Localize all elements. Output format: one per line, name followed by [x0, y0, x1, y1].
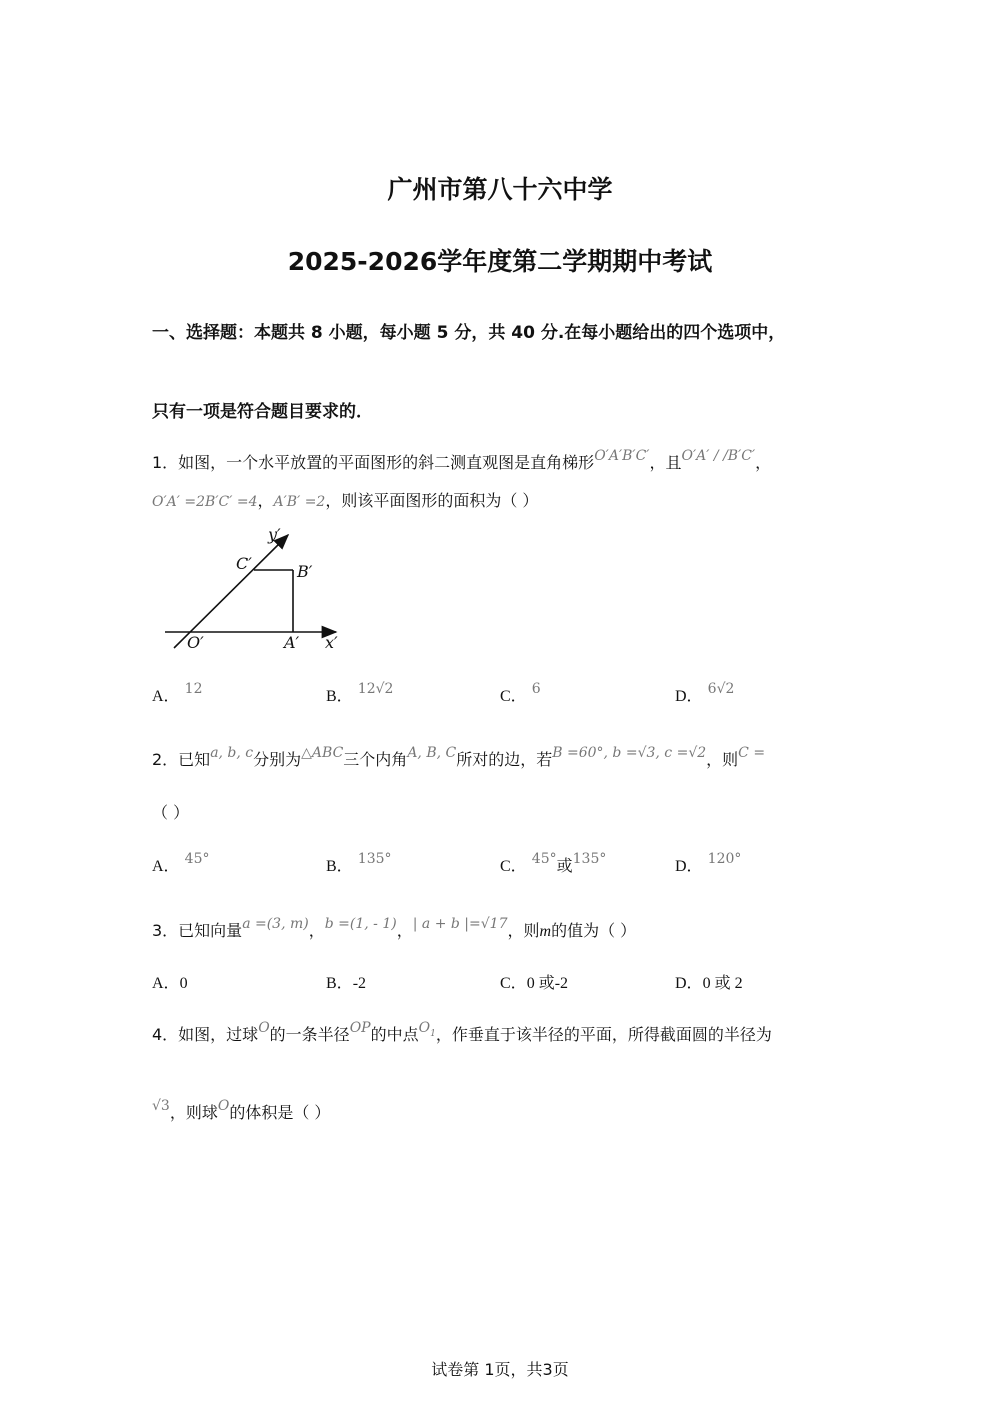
trapezoid-figure	[160, 520, 350, 655]
math-o-ball: O	[217, 1098, 230, 1114]
question-4-line1: 4．如图，过球O的一条半径OP的中点$O_1$，作垂直于该半径的平面，所得截面圆的半径为	[152, 1020, 772, 1044]
label-y-axis: y′	[268, 525, 281, 544]
question-1-line1: 1．如图，一个水平放置的平面图形的斜二测直观图是直角梯形O′A′B′C′，且O′A′ / /B′C′，	[152, 448, 772, 472]
math-sides: a, b, c	[210, 745, 254, 761]
page-footer: 试卷第 1页，共3页	[431, 1360, 569, 1379]
q3-option-d[interactable]: D．0 或 2	[675, 975, 743, 992]
label-b: B′	[297, 562, 313, 581]
q1-option-c[interactable]: C． 6	[500, 681, 541, 705]
question-2-line1: 2．已知a, b, c分别为△ABC三个内角A, B, C所对的边，若B =60°, b =√3, c =√2，则C =	[152, 745, 766, 769]
y-axis-line	[174, 535, 288, 648]
math-conditions: B =60°, b =√3, c =√2	[552, 745, 707, 761]
math-triangle: △ABC	[301, 745, 344, 761]
math-ab: A′B′ =2	[273, 494, 326, 510]
q1-option-b[interactable]: B． 12√2	[326, 681, 394, 705]
q3-option-b[interactable]: B．-2	[326, 975, 367, 992]
math-angles: A, B, C	[407, 745, 457, 761]
math-radius: √3	[152, 1098, 170, 1114]
math-trapezoid: O′A′B′C′	[594, 448, 650, 464]
math-lengths: O′A′ =2B′C′ =4	[152, 494, 258, 510]
math-vector-b: b =(1, - 1)	[324, 916, 397, 932]
math-op: OP	[349, 1020, 371, 1036]
question-3-line1: 3．已知向量a =(3, m)，b =(1, - 1)，| a + b |=√17，则m的值为（ ）	[152, 916, 637, 940]
school-title: 广州市第八十六中学	[387, 175, 613, 204]
q2-option-b[interactable]: B． 135°	[326, 851, 392, 875]
question-4-line2: √3，则球O的体积是（ ）	[152, 1098, 331, 1122]
math-o1: $O_1$	[418, 1020, 436, 1039]
section-heading-line2: 只有一项是符合题目要求的．	[152, 402, 373, 422]
question-1-line2: O′A′ =2B′C′ =4，A′B′ =2，则该平面图形的面积为（ ）	[152, 491, 539, 510]
question-2-paren: （ ）	[152, 803, 190, 822]
label-c: C′	[236, 554, 252, 573]
q2-option-a[interactable]: A． 45°	[152, 851, 210, 875]
exam-title: 2025-2026学年度第二学期期中考试	[287, 247, 713, 276]
label-x-axis: x′	[325, 633, 338, 652]
q1-option-a[interactable]: A． 12	[152, 681, 203, 705]
math-norm: | a + b |=√17	[412, 916, 508, 932]
math-vector-a: a =(3, m)	[242, 916, 309, 932]
q3-option-c[interactable]: C．0 或-2	[500, 975, 569, 992]
math-c: C =	[738, 745, 766, 761]
q2-option-c[interactable]: C． 45°或135°	[500, 851, 607, 875]
math-o: O	[258, 1020, 270, 1036]
q1-option-d[interactable]: D． 6√2	[675, 681, 735, 705]
label-a: A′	[284, 633, 300, 652]
q2-option-d[interactable]: D． 120°	[675, 851, 742, 875]
q3-option-a[interactable]: A．0	[152, 975, 188, 992]
math-parallel: O′A′ / /B′C′	[681, 448, 756, 464]
section-heading-line1: 一、选择题：本题共 8 小题，每小题 5 分，共 40 分.在每小题给出的四个选项中，	[152, 323, 786, 343]
label-o: O′	[187, 633, 204, 652]
